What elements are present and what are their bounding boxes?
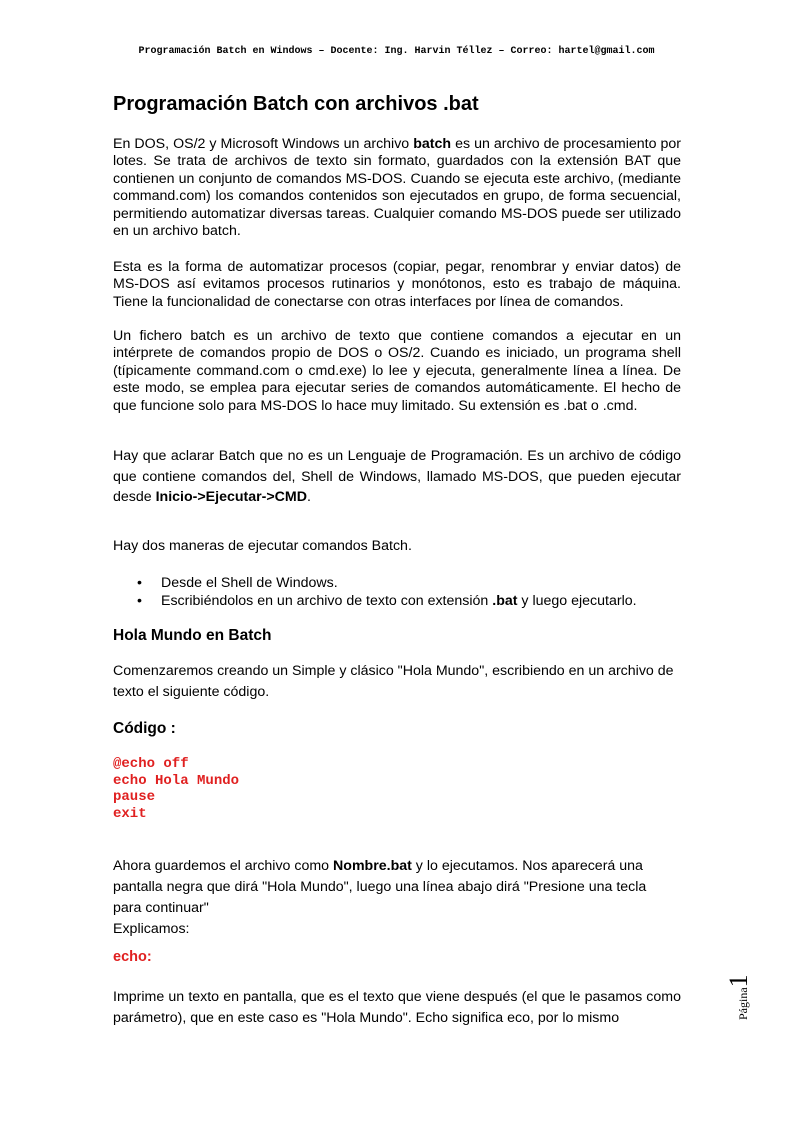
paragraph-hola-intro: Comenzaremos creando un Simple y clásico "Hola Mundo", escribiendo en un archivo de texto el siguiente código.: [113, 663, 674, 700]
code-block: [113, 756, 239, 822]
paragraph-automation: Esta es la forma de automatizar procesos (copiar, pegar, renombrar y enviar datos) de MS-DOS así evitamos procesos rutinarios y monótonos, esto es trabajo de máquina. Tiene la funcionalidad de conectarse con otras interfaces por línea de comandos.: [113, 259, 681, 310]
code-line: exit: [113, 805, 147, 822]
paragraph-save-file: Ahora guardemos el archivo como Nombre.bat y lo ejecutamos. Nos aparecerá una pantalla negra que dirá "Hola Mundo", luego una línea abajo dirá "Presione una tecla para continuar" Explicamos:: [113, 858, 647, 937]
section-heading-codigo: Código :: [113, 720, 176, 737]
page-label: Página: [736, 987, 750, 1020]
paragraph-clarification: Hay que aclarar Batch que no es un Lenguaje de Programación. Es un archivo de código que contiene comandos del, Shell de Windows, llamado MS-DOS, que pueden ejecutar desde Inicio->Ejecutar->CMD.: [113, 448, 681, 505]
paragraph-batch-file: Un fichero batch es un archivo de texto que contiene comandos a ejecutar en un intérprete de comandos propio de DOS o OS/2. Cuando es iniciado, un programa shell (típicamente command.com o cmd.exe) lo lee y ejecuta, generalmente línea a línea. De este modo, se emplea para ejecutar series de comandos automáticamente. El hecho de que funcione solo para MS-DOS lo hace muy limitado. Su extensión es .bat o .cmd.: [113, 328, 681, 414]
page-header: Programación Batch en Windows – Docente: Ing. Harvin Téllez – Correo: hartel@gmail.com: [138, 46, 655, 57]
page-number: 1: [724, 974, 753, 988]
bullet-list: [113, 574, 681, 610]
bullet-icon: •: [137, 575, 142, 591]
page-number-footer: [724, 960, 764, 1030]
section-heading-hola-mundo: Hola Mundo en Batch: [113, 627, 272, 644]
list-item: • Escribiéndolos en un archivo de texto con extensión .bat y luego ejecutarlo.: [137, 593, 637, 609]
paragraph-two-ways: Hay dos maneras de ejecutar comandos Batch.: [113, 538, 412, 554]
page-title: Programación Batch con archivos .bat: [113, 93, 479, 115]
code-line: pause: [113, 789, 156, 805]
code-line: @echo off: [113, 756, 189, 772]
bullet-icon: •: [137, 593, 142, 609]
code-line: echo Hola Mundo: [113, 772, 240, 789]
list-item: • Desde el Shell de Windows.: [137, 575, 338, 591]
paragraph-intro: En DOS, OS/2 y Microsoft Windows un archivo batch es un archivo de procesamiento por lotes. Se trata de archivos de texto sin formato, guardados con la extensión BAT que contienen un conjunto de comandos MS-DOS. Cuando se ejecuta este archivo, (mediante command.com) los comandos contenidos son ejecutados en grupo, de forma secuencial, permitiendo automatizar diversas tareas. Cualquier comando MS-DOS puede ser utilizado en un archivo batch.: [113, 136, 681, 240]
echo-label: echo:: [113, 949, 152, 965]
paragraph-echo: Imprime un texto en pantalla, que es el texto que viene después (el que le pasamos como parámetro), que en este caso es "Hola Mundo". Echo significa eco, por lo mismo: [113, 989, 681, 1026]
